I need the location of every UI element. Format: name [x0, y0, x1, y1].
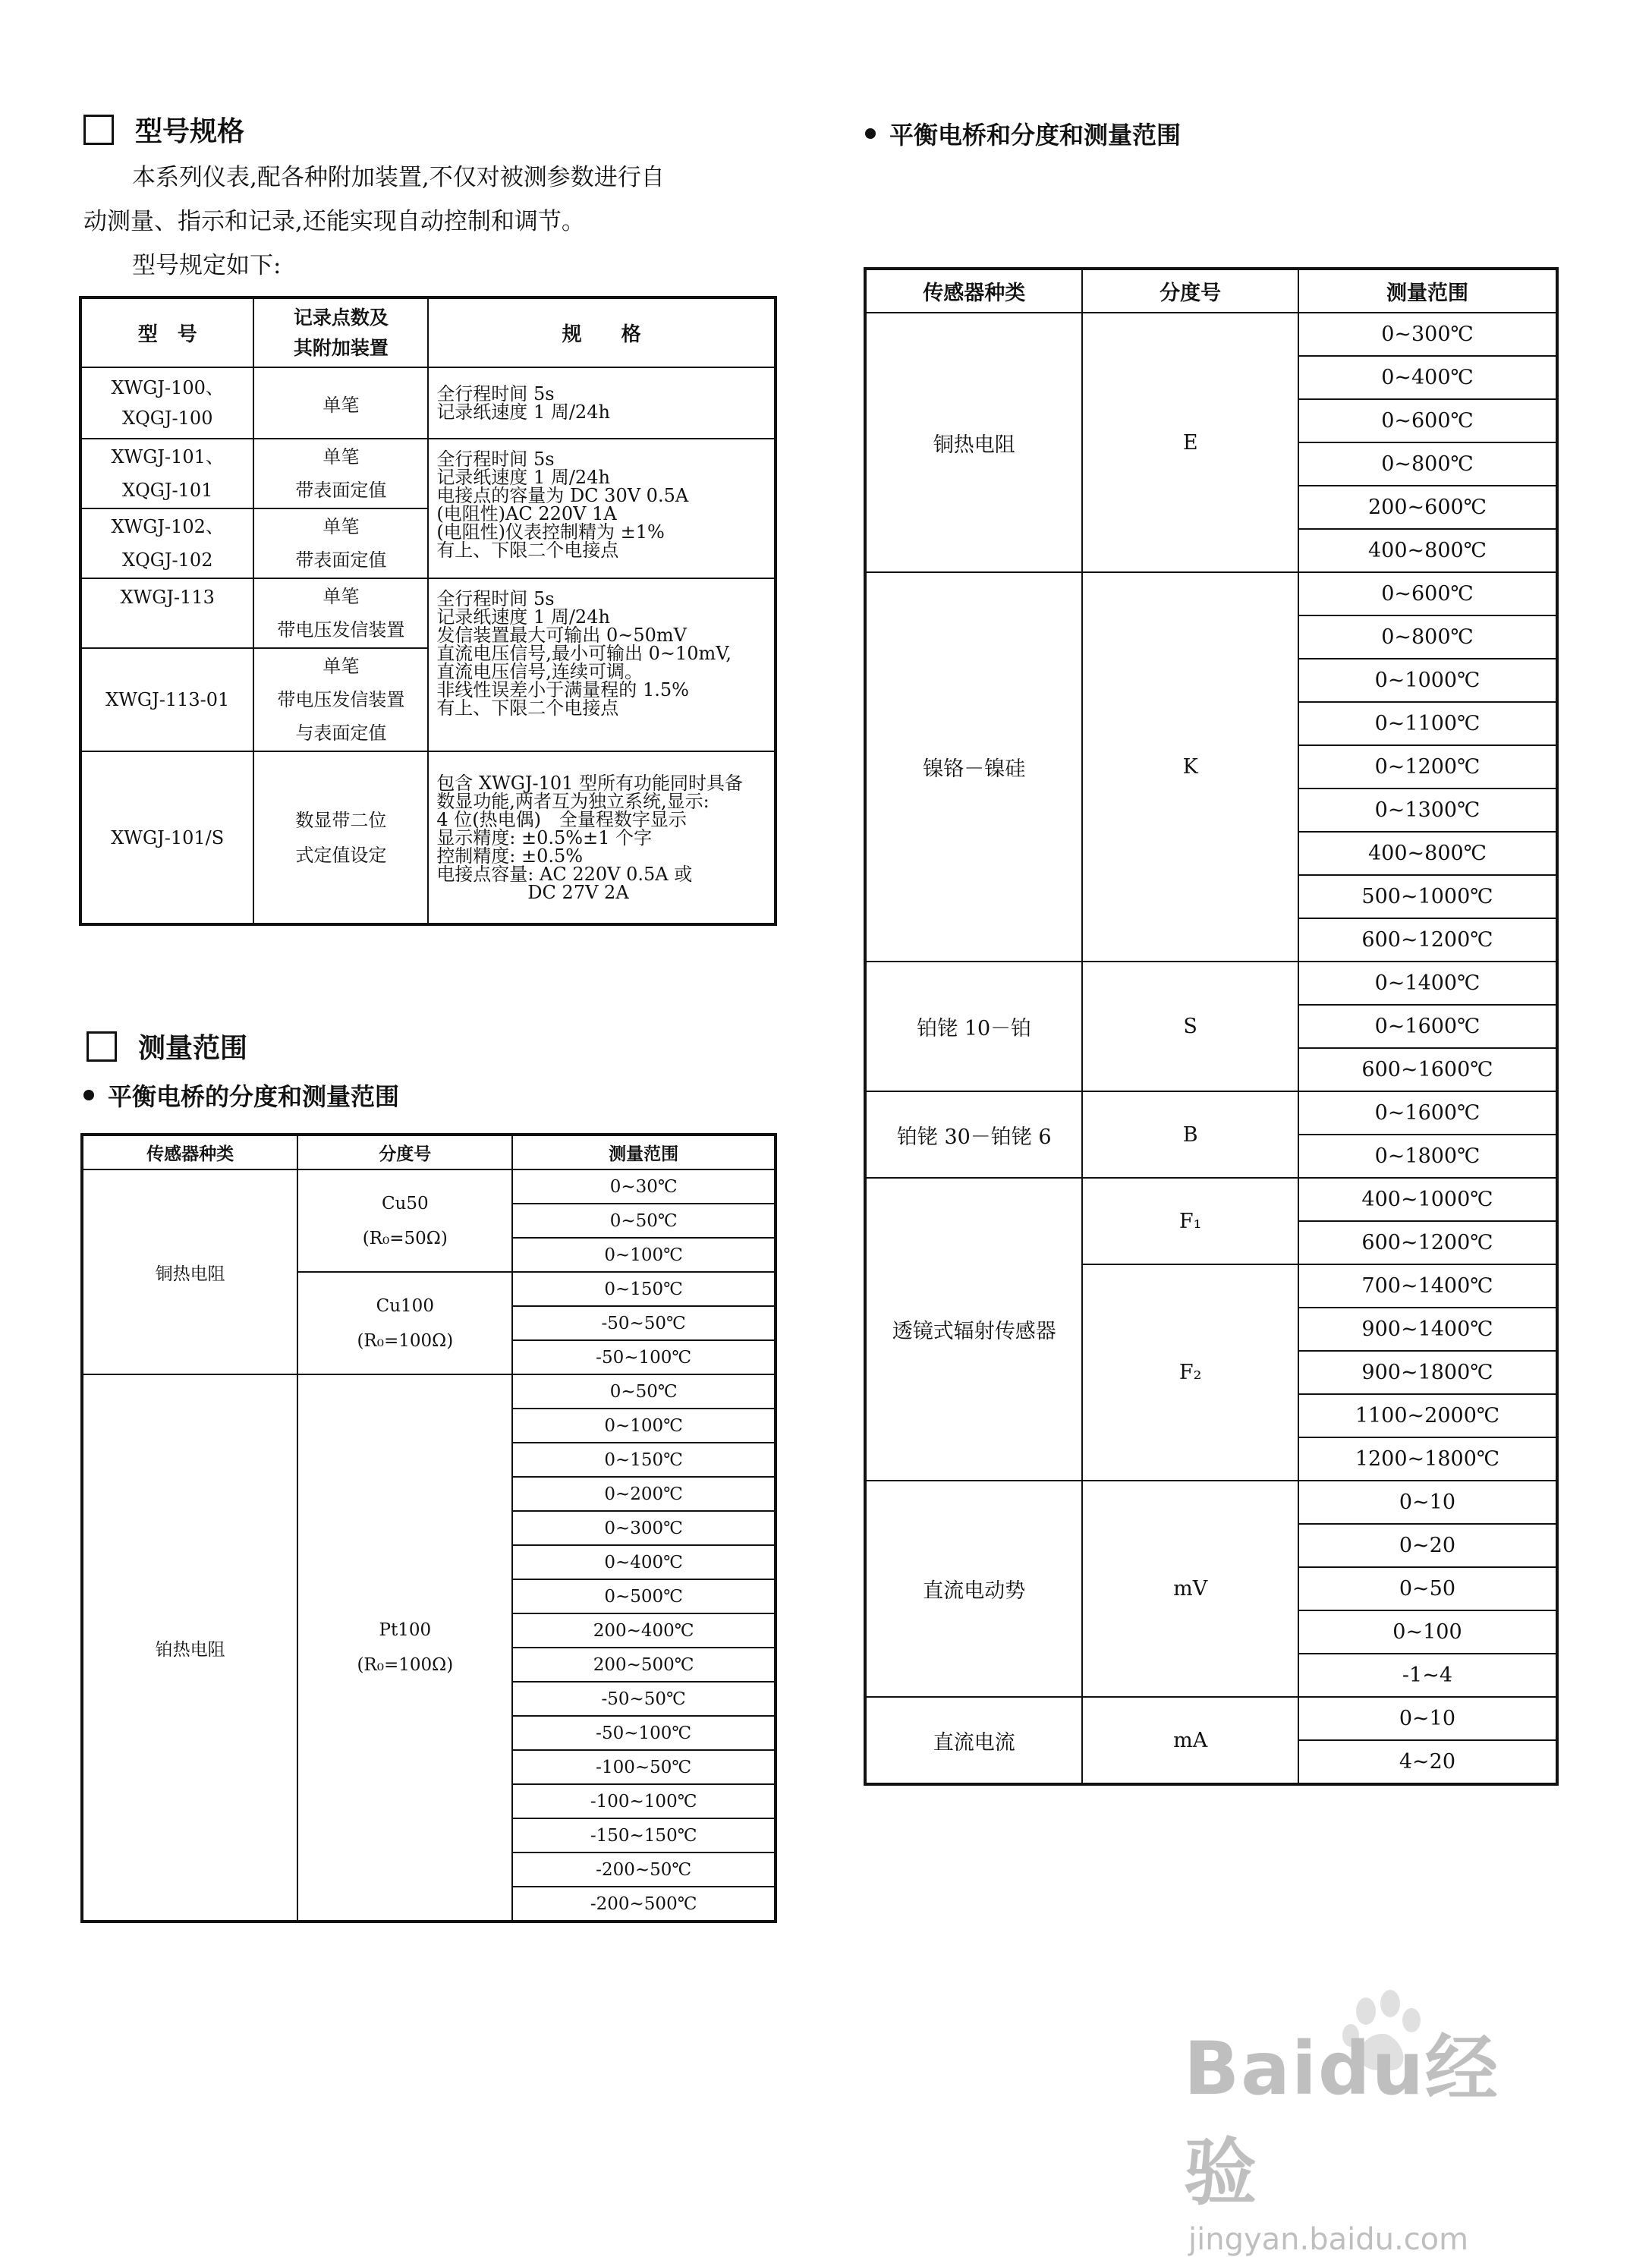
range-cell: 0~100℃: [512, 1238, 776, 1272]
range-cell: 0~20: [1298, 1524, 1557, 1567]
model-intro: 型号规定如下:: [132, 252, 282, 279]
index-cell: Pt100 (R₀=100Ω): [297, 1374, 512, 1922]
table-row: XWGJ-101/S 数显带二位 式定值设定 包含 XWGJ-101 型所有功能同时具备 数显功能,两者互为独立系统,显示: 4 位(热电偶) 全量程数字显示 显示精度: ±0.5%±1 个字 控制精度: ±0.5% 电接点容量: AC 220V 0.5A 或 DC 27V 2A: [80, 751, 776, 924]
range-cell: 900~1400℃: [1298, 1308, 1557, 1351]
header-spec: 规 格: [428, 297, 776, 367]
range-cell: -200~500℃: [512, 1887, 776, 1922]
range-cell: 600~1600℃: [1298, 1048, 1557, 1091]
index-cell: E: [1082, 313, 1298, 572]
range-cell: 0~100: [1298, 1610, 1557, 1654]
sensor-type-cell: 镍铬－镍硅: [865, 572, 1082, 962]
table-row: XWGJ-101、 XQGJ-101 单笔 带表面定值 全行程时间 5s 记录纸速度 1 周/24h 电接点的容量为 DC 30V 0.5A (电阻性)AC 220V 1A (电阻性)仪表控制精为 ±1% 有上、下限二个电接点: [80, 439, 776, 508]
range-cell: 400~800℃: [1298, 529, 1557, 572]
header-device: 记录点数及 其附加装置: [253, 297, 428, 367]
range-cell: 0~30℃: [512, 1169, 776, 1204]
range-cell: 200~500℃: [512, 1648, 776, 1682]
range-cell: -100~50℃: [512, 1750, 776, 1784]
section-range-heading: [87, 1027, 247, 1066]
range-cell: -50~100℃: [512, 1340, 776, 1374]
table-row: XWGJ-102、 XQGJ-102 单笔 带表面定值: [80, 508, 776, 578]
left-range-table: [80, 1133, 777, 1923]
index-cell: K: [1082, 572, 1298, 962]
table-row: [865, 1481, 1557, 1524]
range-cell: 600~1200℃: [1298, 1221, 1557, 1264]
range-cell: 0~200℃: [512, 1477, 776, 1511]
range-cell: 0~1600℃: [1298, 1005, 1557, 1048]
checkbox-square-icon: [87, 1031, 117, 1062]
index-cell: Cu50 (R₀=50Ω): [297, 1169, 512, 1272]
section-range-title: 测量范围: [138, 1033, 248, 1064]
sensor-type-cell: 透镜式辐射传感器: [865, 1178, 1082, 1481]
table-row: XWGJ-113-01 单笔 带电压发信装置 与表面定值: [80, 648, 776, 751]
range-cell: 600~1200℃: [1298, 918, 1557, 962]
range-cell: 0~800℃: [1298, 442, 1557, 486]
range-cell: 0~600℃: [1298, 572, 1557, 615]
header-sensor-type: 传感器种类: [865, 269, 1082, 313]
header-sensor-type: 传感器种类: [82, 1135, 297, 1169]
model-spec-table: [79, 296, 777, 926]
range-cell: -50~100℃: [512, 1716, 776, 1750]
range-cell: -50~50℃: [512, 1306, 776, 1340]
range-cell: 200~400℃: [512, 1613, 776, 1648]
sensor-type-cell: 铂热电阻: [82, 1374, 297, 1922]
section-model-heading: [83, 110, 244, 149]
range-cell: 900~1800℃: [1298, 1351, 1557, 1394]
range-cell: 0~1300℃: [1298, 789, 1557, 832]
range-cell: 0~150℃: [512, 1272, 776, 1306]
sensor-type-cell: 直流电动势: [865, 1481, 1082, 1697]
range-cell: -50~50℃: [512, 1682, 776, 1716]
range-cell: 0~1100℃: [1298, 702, 1557, 745]
bullet-icon: [83, 1090, 94, 1100]
table-row: [865, 313, 1557, 356]
table-row: [82, 1374, 776, 1409]
range-cell: 400~1000℃: [1298, 1178, 1557, 1221]
range-cell: 200~600℃: [1298, 486, 1557, 529]
index-cell: mA: [1082, 1697, 1298, 1784]
range-cell: 0~150℃: [512, 1443, 776, 1477]
index-cell: F₂: [1082, 1264, 1298, 1481]
table-row: XWGJ-100、 XQGJ-100 单笔 全行程时间 5s 记录纸速度 1 周/24h: [80, 367, 776, 439]
section-range-subheading: 平衡电桥的分度和测量范围: [83, 1078, 399, 1113]
range-cell: 0~50℃: [512, 1374, 776, 1409]
range-cell: 0~1600℃: [1298, 1091, 1557, 1135]
range-cell: 0~1800℃: [1298, 1135, 1557, 1178]
table-row: [82, 1169, 776, 1204]
sensor-type-cell: 铂铑 10－铂: [865, 962, 1082, 1091]
range-cell: 1200~1800℃: [1298, 1437, 1557, 1481]
table-row: [865, 1178, 1557, 1221]
table-row: [865, 1697, 1557, 1740]
right-range-table: [864, 267, 1559, 1786]
header-range: 测量范围: [1298, 269, 1557, 313]
table-row: XWGJ-113 单笔 带电压发信装置 全行程时间 5s 记录纸速度 1 周/24h 发信装置最大可输出 0~50mV 直流电压信号,最小可输出 0~10mV, 直流电压信号,连续可调。 非线性误差小于满量程的 1.5% 有上、下限二个电接点: [80, 578, 776, 648]
index-cell: S: [1082, 962, 1298, 1091]
range-cell: 0~800℃: [1298, 615, 1557, 659]
table-row: [865, 1091, 1557, 1135]
bullet-icon: [865, 128, 876, 139]
range-cell: 0~600℃: [1298, 399, 1557, 442]
sensor-type-cell: 铜热电阻: [82, 1169, 297, 1374]
range-cell: 700~1400℃: [1298, 1264, 1557, 1308]
range-cell: 0~300℃: [1298, 313, 1557, 356]
watermark-url: jingyan.baidu.com: [1188, 2222, 1469, 2257]
header-model: 型 号: [80, 297, 253, 367]
sensor-type-cell: 铜热电阻: [865, 313, 1082, 572]
baidu-watermark: [1184, 2011, 1563, 2257]
index-cell: Cu100 (R₀=100Ω): [297, 1272, 512, 1374]
index-cell: mV: [1082, 1481, 1298, 1697]
range-cell: 0~1400℃: [1298, 962, 1557, 1005]
range-cell: -200~50℃: [512, 1853, 776, 1887]
range-cell: 500~1000℃: [1298, 875, 1557, 918]
range-cell: 0~500℃: [512, 1579, 776, 1613]
index-cell: B: [1082, 1091, 1298, 1178]
header-index: 分度号: [1082, 269, 1298, 313]
header-range: 测量范围: [512, 1135, 776, 1169]
checkbox-square-icon: [83, 115, 114, 145]
sensor-type-cell: 直流电流: [865, 1697, 1082, 1784]
table-row: [865, 962, 1557, 1005]
range-cell: 0~300℃: [512, 1511, 776, 1545]
sensor-type-cell: 铂铑 30－铂铑 6: [865, 1091, 1082, 1178]
section-model-title: 型号规格: [135, 116, 245, 147]
right-subheading: 平衡电桥和分度和测量范围: [865, 116, 1181, 151]
range-cell: 0~50℃: [512, 1204, 776, 1238]
range-cell: 0~50: [1298, 1567, 1557, 1610]
index-cell: F₁: [1082, 1178, 1298, 1264]
range-cell: 400~800℃: [1298, 832, 1557, 875]
range-cell: 0~1000℃: [1298, 659, 1557, 702]
range-cell: 0~10: [1298, 1697, 1557, 1740]
range-cell: 0~400℃: [1298, 356, 1557, 399]
range-cell: -150~150℃: [512, 1818, 776, 1853]
paragraph-line-2: 动测量、指示和记录,还能实现自动控制和调节。: [83, 208, 585, 235]
paragraph-line-1: 本系列仪表,配各种附加装置,不仅对被测参数进行自: [132, 164, 665, 191]
table-row: [865, 572, 1557, 615]
header-index: 分度号: [297, 1135, 512, 1169]
range-cell: 0~1200℃: [1298, 745, 1557, 789]
watermark-brand: Baidu经验: [1184, 2026, 1499, 2215]
range-cell: 0~400℃: [512, 1545, 776, 1579]
range-cell: 4~20: [1298, 1740, 1557, 1784]
range-cell: -100~100℃: [512, 1784, 776, 1818]
range-cell: 0~100℃: [512, 1409, 776, 1443]
range-cell: 1100~2000℃: [1298, 1394, 1557, 1437]
range-cell: 0~10: [1298, 1481, 1557, 1524]
section-model-paragraph: [83, 156, 782, 288]
range-cell: -1~4: [1298, 1654, 1557, 1697]
